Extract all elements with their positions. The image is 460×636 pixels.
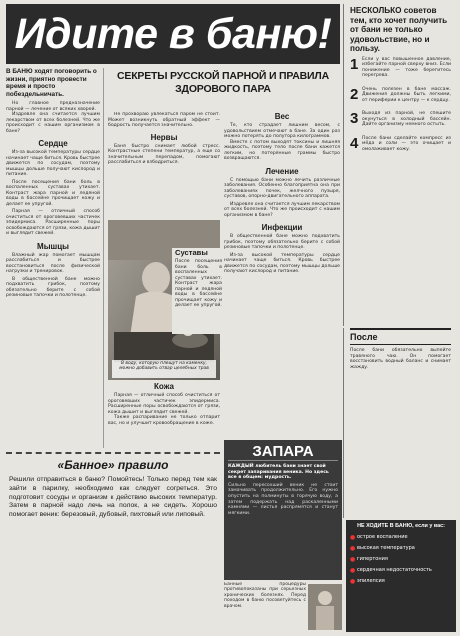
tip-number: 2 bbox=[350, 85, 359, 103]
heading-joints: Суставы bbox=[175, 248, 208, 257]
col3-intro: Те, кто страдает лишним весом, с удовольствием отмечают в бане. За один раз можно потерять до полутора килограммов. bbox=[224, 123, 340, 139]
bullet-icon: ● bbox=[350, 566, 356, 574]
intro-lead: В БАНЮ ходят поговорить о жизни, приятно провести время и просто побездельничать. bbox=[6, 68, 97, 98]
tip-item bbox=[350, 136, 451, 153]
text-treatment: С помощью бани можно лечить различные заболевания. Особенно благоприятна она при заболеваниях почек, желчного пузыря, суставов, опорно-двигательного аппарата. bbox=[224, 177, 340, 199]
heading-nerves: Нервы bbox=[150, 132, 178, 142]
text-weight: Вместе с потом выходят токсины и лишняя жидкость, поэтому тело после бани кажется легким, но потерянные граммы быстро возвращаются. bbox=[224, 139, 340, 161]
list-item bbox=[350, 578, 452, 585]
bottom-photo bbox=[308, 584, 342, 630]
tip-item bbox=[350, 111, 451, 128]
heading-infections: Инфекции bbox=[261, 223, 303, 232]
heading-heart: Сердце bbox=[38, 139, 68, 149]
photo-caption: В воду, которую плещут на каменку, можно добавить отвар целебных трав bbox=[119, 361, 209, 372]
text-nerves: Баня быстро снимает любой стресс. Контрастные степени температур, а еще со значительным перепадом, помогают расслабиться и взбодриться. bbox=[108, 143, 220, 165]
heading-skin: Кожа bbox=[154, 382, 174, 391]
text-treatment-more: Издревле она считается лучшим лекарством от всех болезней. Что же происходит с нашим организмом в бане? bbox=[224, 201, 340, 218]
bath-rule-box bbox=[6, 452, 220, 632]
text-heart-more: После посещения бани боль в воспаленных суставах утихает. Контраст жара парной и ледяной воды в бассейне прочищает кожу и делает ее упругой. bbox=[6, 179, 100, 207]
sidebar-title: НЕСКОЛЬКО советов тем, кто хочет получить от бани не только удовольствие, но и пользу. bbox=[350, 6, 448, 53]
after-title: После bbox=[350, 332, 378, 342]
contraindications-list bbox=[350, 534, 452, 585]
tip-text: Очень полезен в бане массаж. Движения должны быть легкими, от периферии к центру — к сердцу. bbox=[362, 86, 451, 103]
tip-item bbox=[350, 57, 451, 79]
heading-muscles: Мышцы bbox=[37, 241, 69, 251]
column-middle-bottom bbox=[108, 382, 220, 444]
section-title-block bbox=[108, 70, 338, 108]
after-title-rule bbox=[350, 328, 451, 345]
heading-treatment: Лечение bbox=[265, 166, 299, 176]
tip-item bbox=[350, 87, 451, 104]
list-item-text: острое воспаление bbox=[357, 533, 408, 540]
column-left bbox=[6, 68, 104, 448]
bullet-icon: ● bbox=[350, 555, 356, 563]
tip-number: 3 bbox=[350, 110, 359, 127]
text-infections: В общественной бане можно подхватить грибок, поэтому обязательно берите с собой резиновые тапочки и полотенце. bbox=[224, 234, 340, 250]
zapara-title: ЗАПАРА bbox=[228, 443, 338, 461]
tip-number: 1 bbox=[350, 55, 359, 73]
tip-number: 4 bbox=[350, 134, 359, 152]
list-item bbox=[350, 534, 452, 541]
contraindications-box bbox=[346, 520, 456, 632]
text-skin: Парная — отличный способ очиститься от ороговевших частичек эпидермиса. Расширенные поры освобождаются от грязи, кожа дышит и выглядит свежей. bbox=[108, 393, 220, 415]
heading-weight: Вес bbox=[274, 112, 290, 121]
tip-text: Если у вас повышенное давление, избегайте парной сверху вниз. Если понижение — тоже берегитесь перегрева. bbox=[362, 56, 451, 78]
text-muscles-more: В общественной бане можно подхватить грибок, поэтому обязательно берите с собой резиновые тапочки и полотенце. bbox=[6, 276, 100, 299]
list-item-text: сердечная недостаточность bbox=[357, 566, 432, 573]
list-item-text: эпилепсия bbox=[357, 577, 385, 584]
bullet-icon: ● bbox=[350, 577, 356, 585]
list-item bbox=[350, 545, 452, 552]
list-item-text: гипертония bbox=[357, 555, 388, 562]
bath-rule-text: Решили отправиться в баню? Помойтесь! Только перед тем как зайти в парилку, необходимо как следует согреться. Это подготовит сосуды и организм к действию высоких температур. Затем в парной надо лечь на полок, а не сидеть. Хорошо помогает веник: березовый, дубовый, пихтовый или липовый. bbox=[9, 476, 217, 519]
contraindications-title: НЕ ХОДИТЕ В БАНЮ, если у вас: bbox=[357, 523, 445, 529]
col2-intro: Не прохвораю увлекаться паром не стоит. Может возникнуть обратный эффект — бодрость получается значительно. bbox=[108, 112, 220, 128]
list-item bbox=[350, 567, 452, 574]
headline-banner bbox=[6, 4, 340, 64]
tip-text: После бани сделайте компресс из мёда и соли — это очищает и омолаживает кожу. bbox=[362, 135, 451, 152]
bullet-icon: ● bbox=[350, 533, 356, 541]
text-heart: Из-за высокой температуры сердце начинает чаще биться. Кровь быстрее движется по сосудам, поэтому мышцы дольше получают кислород и питание. bbox=[6, 150, 100, 178]
text-muscles: Влажный жар помогает мышцам расслабиться и быстрее восстановиться после физической нагрузки и тренировок. bbox=[6, 252, 100, 275]
after-text: После бани обязательно выпейте травяного чаю. Он помогает восстановить водный баланс и снимает жажду. bbox=[350, 348, 451, 370]
tips-list bbox=[350, 57, 451, 153]
text-infections-more: Из-за высокой температуры сердце начинает чаще биться. Кровь быстрее движется по сосудам, поэтому мышцы дольше получают кислород и питание. bbox=[224, 252, 340, 274]
joints-block bbox=[172, 248, 222, 334]
intro-para: Издревле она считается лучшим лекарством от всех болезней. Что же происходит с нашим организмом в бане? bbox=[6, 112, 100, 134]
bullet-icon: ● bbox=[350, 544, 356, 552]
column-middle-top bbox=[108, 112, 220, 218]
sidebar-tips bbox=[343, 4, 455, 326]
list-item-text: высокая температура bbox=[357, 544, 415, 551]
tip-text: Выходя из парной, не спешите окунуться в холодный бассейн. Дайте организму немного остыть. bbox=[362, 111, 451, 127]
section-title: СЕКРЕТЫ РУССКОЙ ПАРНОЙ И ПРАВИЛА ЗДОРОВОГО ПАРА bbox=[117, 70, 329, 95]
col2-bottom: Также распаривание не только отпарит вас, но и улучшит кровообращение в коже. bbox=[108, 415, 220, 426]
list-item bbox=[350, 556, 452, 563]
bottom-strip bbox=[224, 582, 342, 632]
column-right bbox=[224, 112, 340, 438]
zapara-box bbox=[224, 440, 342, 580]
zapara-lead: КАЖДЫЙ любитель бани знает свой секрет запаривания веника. Но здесь все в общем: мудрость. bbox=[228, 464, 329, 481]
bath-rule-title: «Банное» правило bbox=[57, 458, 169, 472]
zapara-text: Сильно пересохший веник не стоит замачивать продолжительно. Его нужно опустить на полминуты в горячую воду, а затем подержать над раскаленными камнями — листья распрямятся и станут мягкими. bbox=[228, 482, 338, 516]
photo-caption-box bbox=[112, 360, 216, 378]
text-heart-extra: Парная — отличный способ очиститься от ороговевших частичек эпидермиса. Расширенные поры освобождаются от грязи, кожа дышит и выглядит свежей. bbox=[6, 209, 100, 237]
intro-para: Но главное предназначение парной — лечение от всяких хворей. bbox=[6, 101, 100, 112]
headline: Идите в баню! bbox=[14, 10, 332, 58]
text-joints: После посещения бани боль в воспаленных суставах утихает. Контраст жара парной и ледяной воды в бассейне прочищает кожу и делает ее упругой. bbox=[175, 259, 222, 308]
bottom-strip-text: Банные процедуры противопоказаны при серьезных хронических болезнях. Перед походом в баню посоветуйтесь с врачом. bbox=[224, 582, 306, 609]
sidebar-after bbox=[343, 328, 455, 518]
